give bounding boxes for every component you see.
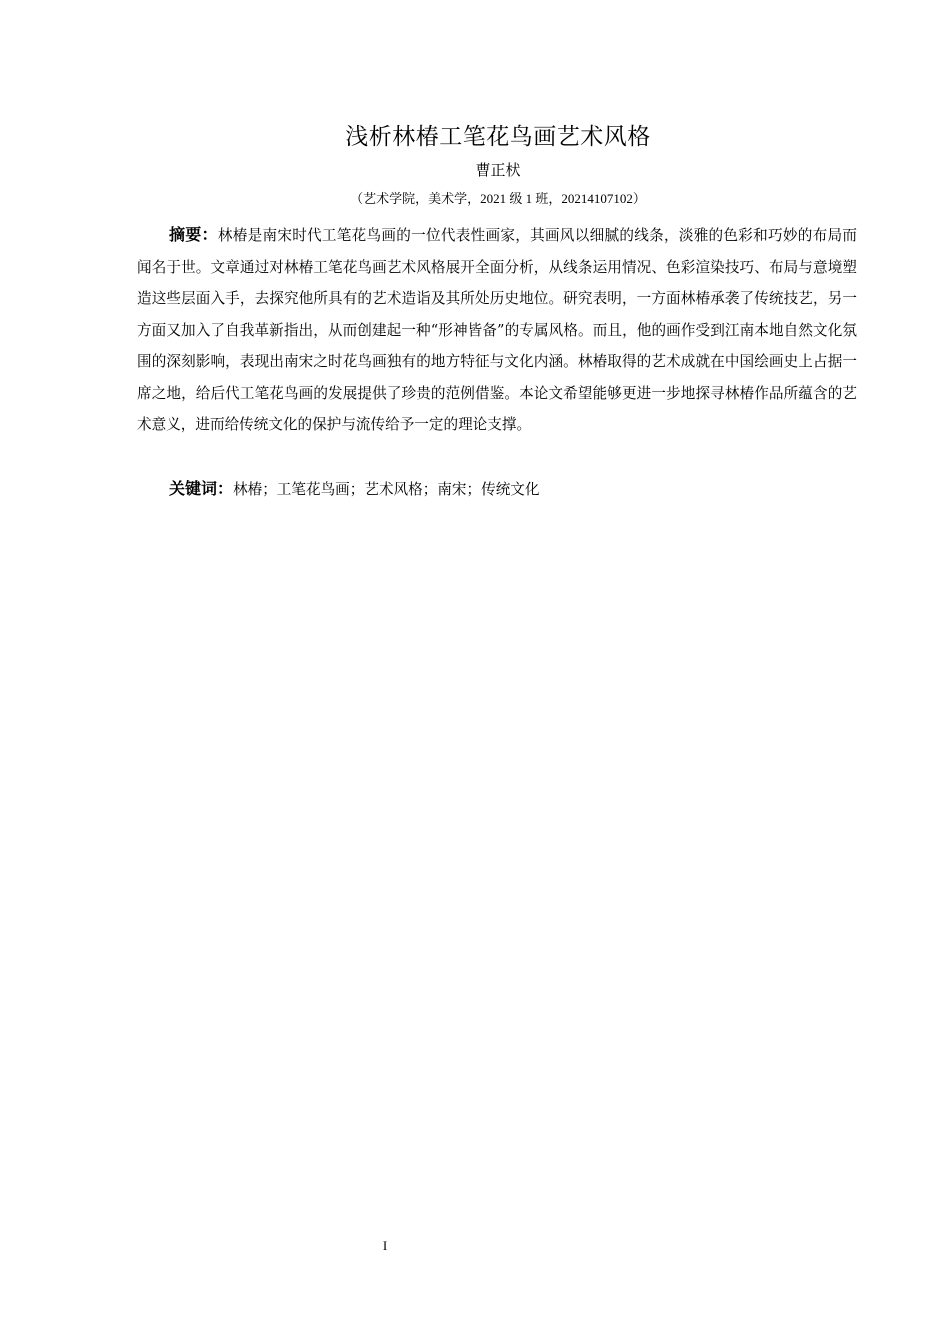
page-number: I bbox=[382, 1238, 388, 1253]
abstract-label: 摘要： bbox=[169, 225, 218, 244]
abstract-text: 林椿是南宋时代工笔花鸟画的一位代表性画家，其画风以细腻的线条，淡雅的色彩和巧妙的布局而闻名于世。文章通过对林椿工笔花鸟画艺术风格展开全面分析，从线条运用情况、色彩渲染技巧、布局与意境塑造这些层面入手，去探究他所具有的艺术造诣及其所处历史地位。研究表明，一方面林椿承袭了传统技艺，另一方面又加入了自我革新指出，从而创建起一种“形神皆备”的专属风格。而且，他的画作受到江南本地自然文化氛围的深刻影响，表现出南宋之时花鸟画独有的地方特征与文化内涵。林椿取得的艺术成就在中国绘画史上占据一席之地，给后代工笔花鸟画的发展提供了珍贵的范例借鉴。本论文希望能够更进一步地探寻林椿作品所蕴含的艺术意义，进而给传统文化的保护与流传给予一定的理论支撑。 bbox=[137, 227, 857, 433]
author-affiliation: （艺术学院，美术学，2021 级 1 班，20214107102） bbox=[350, 191, 646, 206]
paper-title: 浅析林椿工笔花鸟画艺术风格 bbox=[345, 124, 651, 150]
keywords-label: 关键词： bbox=[169, 479, 234, 498]
abstract-paragraph bbox=[137, 219, 857, 441]
author-name: 曹正枤 bbox=[475, 161, 521, 179]
keywords-line bbox=[169, 475, 859, 504]
keywords-text: 林椿；工笔花鸟画；艺术风格；南宋；传统文化 bbox=[233, 481, 540, 498]
